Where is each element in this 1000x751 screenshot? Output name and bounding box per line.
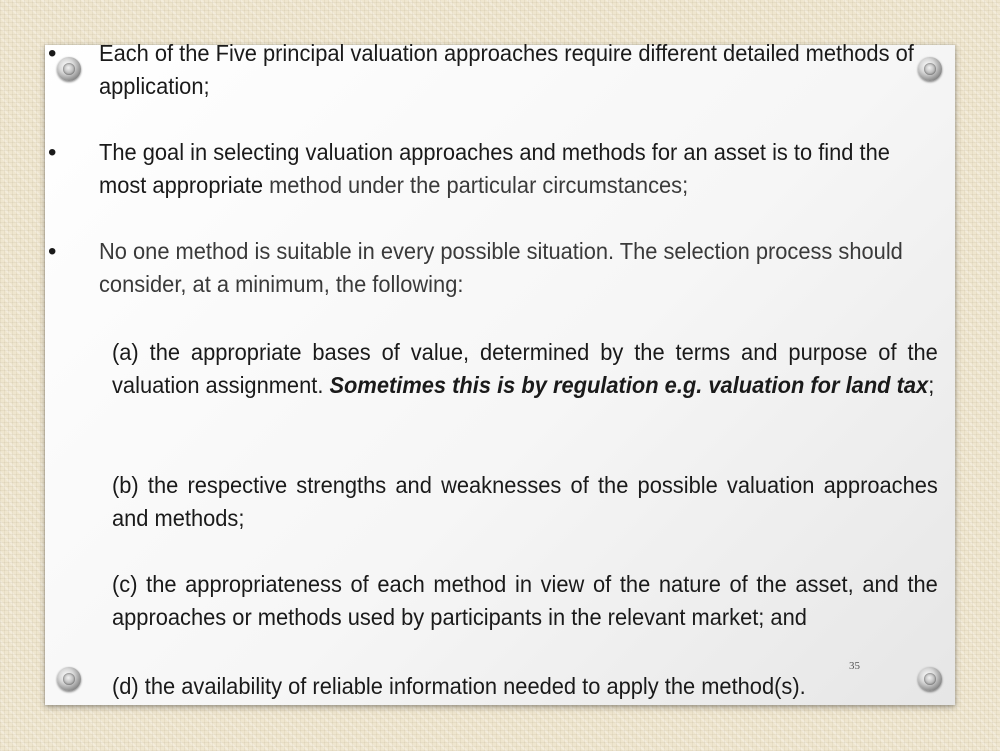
screw-icon — [57, 57, 81, 81]
list-item-d — [112, 670, 938, 703]
bullet-text-selection — [99, 235, 939, 301]
bullet-marker: • — [48, 238, 57, 265]
item-tail: ; — [928, 372, 935, 398]
bullet-text-approaches — [99, 37, 939, 103]
item-text: (a) the appropriate bases of value, determined by the terms and purpose of the valuation assignment. — [112, 339, 938, 398]
bullet-text-gray: method under the particular circumstances; — [269, 172, 689, 198]
bullet-text: The goal in selecting valuation approaches and methods for an asset is to find the most appropriate — [99, 139, 890, 198]
item-text: (d) the availability of reliable information needed to apply the method(s). — [112, 673, 806, 699]
item-text: (b) the respective strengths and weaknesses of the possible valuation approaches and methods; — [112, 472, 938, 531]
bullet-text: No one method is suitable in every possible situation. The selection process should consider, at a minimum, the following: — [99, 238, 903, 297]
screw-icon — [57, 667, 81, 691]
bullet-text: Each of the Five principal valuation approaches require different detailed methods of application; — [99, 40, 914, 99]
bullet-marker: • — [48, 139, 57, 166]
list-item-b — [112, 469, 938, 535]
item-emphasis: Sometimes this is by regulation e.g. valuation for land tax — [329, 372, 929, 398]
page-number: 35 — [849, 660, 860, 672]
item-text: (c) the appropriateness of each method in view of the nature of the asset, and the approaches or methods used by participants in the relevant market; and — [112, 571, 938, 630]
bullet-marker: • — [48, 40, 57, 67]
list-item-c — [112, 568, 938, 634]
list-item-a — [112, 336, 938, 402]
bullet-text-goal — [99, 136, 939, 202]
